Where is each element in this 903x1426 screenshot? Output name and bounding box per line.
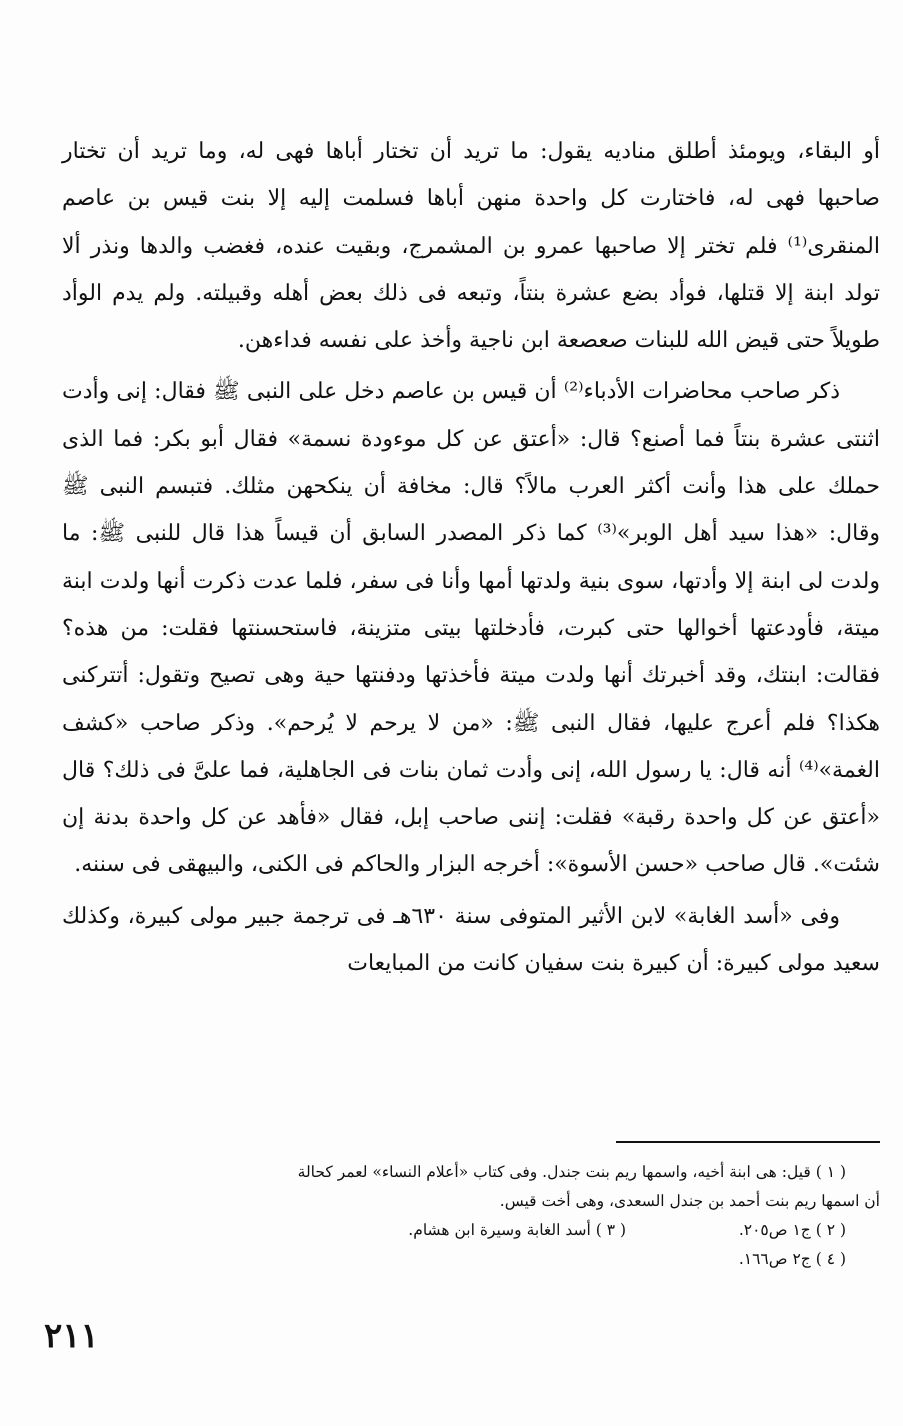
main-text [62, 128, 880, 987]
footnote-2: ( ٢ ) ج١ ص٢٠٥. [738, 1221, 846, 1239]
footnote-1-line-2: أن اسمها ريم بنت أحمد بن جندل السعدى، وهى أخت قيس. [499, 1192, 880, 1210]
footnote-1-line-1: ( ١ ) قيل: هى ابنة أخيه، واسمها ريم بنت جندل. وفى كتاب «أعلام النساء» لعمر كحالة [297, 1163, 846, 1181]
paragraph-3: وفى «أسد الغابة» لابن الأثير المتوفى سنة ٦٣٠هـ فى ترجمة جبير مولى كبيرة، وكذلك سعيد مولى كبيرة: أن كبيرة بنت سفيان كانت من المبايعات [62, 903, 880, 977]
paragraph-2: ذكر صاحب محاضرات الأدباء⁽²⁾ أن قيس بن عاصم دخل على النبى ﷺ فقال: إنى وأدت اثنتى عشرة بنتاً فما أصنع؟ قال: «أعتق عن كل موءودة نسمة» فقال أبو بكر: فما الذى حملك على هذا وأنت أكثر العرب مالاً؟ قال: مخافة أن ينكحهن مثلك. فتبسم النبى ﷺ وقال: «هذا سيد أهل الوبر»⁽³⁾ كما ذكر المصدر السابق أن قيساً هذا قال للنبى ﷺ: ما ولدت لى ابنة إلا وأدتها، سوى بنية ولدتها أمها وأنا فى سفر، فلما عدت ذكرت أنها ولدت ابنة ميتة، فأودعتها أخوالها حتى كبرت، فأدخلتها بيتى متزينة، فاستحسنتها فقلت: من هذه؟ فقالت: ابنتك، وقد أخبرتك أنها ولدت ميتة فأخذتها ودفنتها حية وهى تصيح وتقول: أتتركنى هكذا؟ فلم أعرج عليها، فقال النبى ﷺ: «من لا يرحم لا يُرحم». وذكر صاحب «كشف الغمة»⁽⁴⁾ أنه قال: يا رسول الله، إنى وأدت ثمان بنات فى الجاهلية، فما علىَّ فى ذلك؟ قال «أعتق عن كل واحدة رقبة» فقلت: إننى صاحب إبل، فقال «فأهد عن كل واحدة بدنة إن شئت». قال صاحب «حسن الأسوة»: أخرجه البزار والحاكم فى الكنى، والبيهقى فى سننه. [62, 379, 880, 878]
paragraph-1: أو البقاء، ويومئذ أطلق مناديه يقول: ما تريد أن تختار أباها فهى له، وما تريد أن تختار صاحبها فهى له، فاختارت كل واحدة منهن أباها فسلمت إليه إلا بنت قيس بن عاصم المنقرى⁽¹⁾ فلم تختر إلا صاحبها عمرو بن المشمرج، وبقيت عنده، فغضب والدها ونذر ألا تولد ابنة إلا قتلها، فوأد بضع عشرة بنتاً، وتبعه فى ذلك بعض أهله وقبيلته. ولم يدم الوأد طويلاً حتى قيض الله للبنات صعصعة ابن ناجية وأخذ على نفسه فداءهن. [62, 139, 880, 354]
footnote-row-2-3 [62, 1216, 880, 1245]
footnotes [62, 1158, 880, 1274]
footnote-separator [616, 1141, 880, 1143]
page-number: ٢١١ [44, 1316, 99, 1356]
footnote-4: ( ٤ ) ج٢ ص١٦٦. [738, 1250, 846, 1268]
footnote-3: ( ٣ ) أسد الغابة وسيرة ابن هشام. [408, 1221, 626, 1239]
